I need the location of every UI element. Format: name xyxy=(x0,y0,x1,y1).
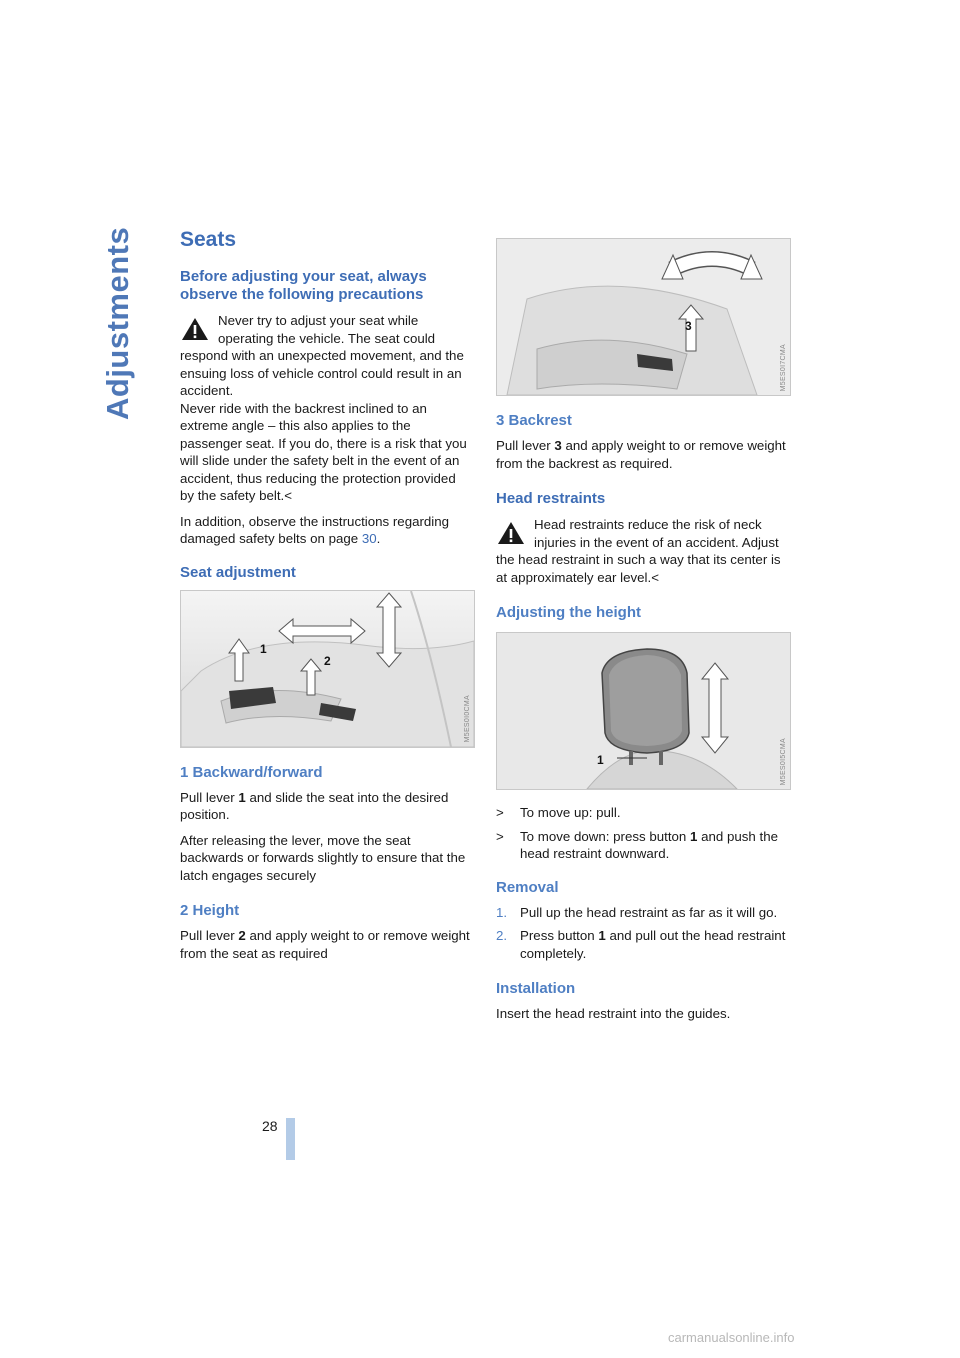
backward-text-b: and slide the seat into the desired position. xyxy=(180,789,449,822)
height-text-a: Pull lever xyxy=(180,928,239,943)
backrest-heading: 3 Backrest xyxy=(496,412,572,429)
backward-text-a: Pull lever xyxy=(180,789,239,805)
head-image-code: M5ES0I5CMA xyxy=(780,737,787,785)
step-number: 1. xyxy=(496,904,508,920)
backrest-paragraph xyxy=(496,437,788,472)
seat-label-1: 1 xyxy=(260,641,267,656)
page-number: 28 xyxy=(262,1118,278,1134)
installation-heading: Installation xyxy=(496,980,576,997)
removal-heading: Removal xyxy=(496,878,559,896)
step-number: 2. xyxy=(496,928,508,943)
head-restraint-illustration xyxy=(496,632,791,790)
watermark: carmanualsonline.info xyxy=(668,1330,795,1345)
list-item xyxy=(496,904,788,922)
list-item xyxy=(496,828,788,863)
bullet-text-a: To move down: press button xyxy=(520,828,690,844)
height-bullet-list xyxy=(496,804,788,863)
backrest-image-code: M5ES0I7CMA xyxy=(780,343,787,391)
list-item xyxy=(496,804,788,822)
step-text-b: and pull out the head restraint completely. xyxy=(520,928,786,961)
warning-triangle-icon xyxy=(496,520,526,546)
height-heading: 2 Height xyxy=(180,902,240,919)
bullet-text: To move up: pull. xyxy=(520,805,621,820)
right-column xyxy=(496,238,788,1031)
bullet-text-b: and push the head restraint downward. xyxy=(520,828,778,861)
page-marker-bar xyxy=(286,1118,295,1160)
backrest-illustration-svg xyxy=(497,239,790,395)
section-tab-label: Adjustments xyxy=(100,226,135,420)
removal-steps xyxy=(496,904,788,963)
warning-block xyxy=(180,312,472,505)
height-text-b: and apply weight to or remove weight from the seat as required xyxy=(180,928,470,961)
left-column xyxy=(180,228,472,970)
backrest-text-b: and apply weight to or remove weight from the backrest as required. xyxy=(496,438,786,471)
lever-2-ref: 2 xyxy=(238,928,246,943)
installation-text: Insert the head restraint into the guides. xyxy=(496,1006,731,1021)
head-label-1: 1 xyxy=(597,753,604,767)
warning-text-1: Never try to adjust your seat while operating the vehicle. The seat could respond with an unexpected movement, and the ensuing loss of vehicle control could result in an accident. xyxy=(180,313,464,398)
head-restraint-svg xyxy=(497,633,790,789)
lever-1-ref: 1 xyxy=(238,789,246,805)
list-item xyxy=(496,927,788,962)
seat-adjustment-illustration xyxy=(180,590,475,748)
page-link-30[interactable]: 30 xyxy=(361,531,377,546)
bullet-marker: > xyxy=(496,828,504,844)
head-warning-block xyxy=(496,516,788,586)
belts-paragraph xyxy=(180,513,472,548)
section-tab xyxy=(88,226,158,430)
bullet-marker: > xyxy=(496,805,504,820)
head-warning-text: Head restraints reduce the risk of neck injuries in the event of an accident. Adjust the head restraint in such a way that its center is at approximately ear level.< xyxy=(496,517,781,585)
warning-triangle-icon xyxy=(180,316,210,342)
backrest-illustration xyxy=(496,238,791,396)
lever-3-ref: 3 xyxy=(554,438,562,453)
button-1-ref: 1 xyxy=(690,828,698,844)
belts-end: . xyxy=(376,531,381,546)
precautions-heading: Before adjusting your seat, always observe the following precautions xyxy=(180,268,427,303)
backrest-text-a: Pull lever xyxy=(496,438,555,453)
backward-paragraph-2: After releasing the lever, move the seat backwards or forwards slightly to ensure that the latch engages securely xyxy=(180,832,466,883)
height-paragraph xyxy=(180,927,472,962)
warning-text-2: Never ride with the backrest inclined to an extreme angle – this also applies to the passenger seat. If you do, there is a risk that you will slide under the safety belt in the event of an accident, thus reducing the protection provided by the safety belt.< xyxy=(180,400,467,503)
backward-paragraph-1 xyxy=(180,789,472,824)
step-text: Pull up the head restraint as far as it will go. xyxy=(520,904,778,920)
backrest-label-3: 3 xyxy=(685,319,692,333)
adjusting-height-heading: Adjusting the height xyxy=(496,604,641,621)
button-1-ref: 1 xyxy=(598,928,606,943)
seat-label-2: 2 xyxy=(324,653,331,668)
backward-forward-heading: 1 Backward/forward xyxy=(180,763,323,781)
seat-illustration-svg xyxy=(181,591,474,747)
seat-adjustment-heading: Seat adjustment xyxy=(180,563,296,581)
step-text-a: Press button xyxy=(520,928,599,943)
belts-text: In addition, observe the instructions regarding damaged safety belts on page xyxy=(180,513,450,546)
seat-image-code: M5ES0I0CMA xyxy=(464,695,471,743)
head-restraints-heading: Head restraints xyxy=(496,490,606,507)
page-title: Seats xyxy=(180,228,237,251)
